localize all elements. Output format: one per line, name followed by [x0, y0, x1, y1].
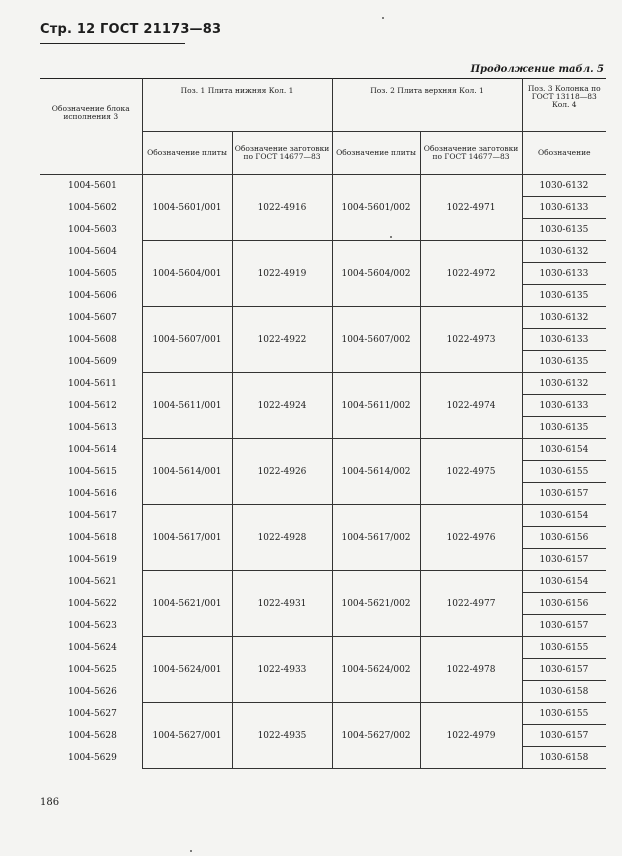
plate1-designation: 1004-5617/001 — [142, 505, 232, 571]
column-designation: 1030-6135 — [522, 417, 606, 439]
table-row — [40, 571, 606, 593]
col-header-pos3: Поз. 3 Колонка по ГОСТ 13118—83 Кол. 4 — [522, 79, 606, 132]
block-designation: 1004-5614 — [40, 439, 142, 461]
plate2-blank: 1022-4973 — [420, 307, 522, 373]
header-rule — [40, 43, 185, 44]
plate1-blank: 1022-4922 — [232, 307, 332, 373]
plate2-blank: 1022-4978 — [420, 637, 522, 703]
block-designation: 1004-5606 — [40, 285, 142, 307]
col-header-pos1: Поз. 1 Плита нижняя Кол. 1 — [142, 79, 332, 132]
plate1-designation: 1004-5627/001 — [142, 703, 232, 769]
column-designation: 1030-6158 — [522, 681, 606, 703]
column-designation: 1030-6154 — [522, 571, 606, 593]
block-designation: 1004-5618 — [40, 527, 142, 549]
scan-speck — [190, 850, 192, 852]
column-designation: 1030-6157 — [522, 659, 606, 681]
plate1-blank: 1022-4928 — [232, 505, 332, 571]
block-designation: 1004-5629 — [40, 747, 142, 769]
plate2-blank: 1022-4974 — [420, 373, 522, 439]
column-designation: 1030-6157 — [522, 725, 606, 747]
table-row — [40, 175, 606, 197]
plate2-blank: 1022-4977 — [420, 571, 522, 637]
block-designation: 1004-5602 — [40, 197, 142, 219]
block-designation: 1004-5627 — [40, 703, 142, 725]
plate2-designation: 1004-5611/002 — [332, 373, 420, 439]
plate1-blank: 1022-4926 — [232, 439, 332, 505]
block-designation: 1004-5617 — [40, 505, 142, 527]
column-designation: 1030-6156 — [522, 593, 606, 615]
block-designation: 1004-5609 — [40, 351, 142, 373]
block-designation: 1004-5612 — [40, 395, 142, 417]
block-designation: 1004-5625 — [40, 659, 142, 681]
subheader-blank-2: Обозначение заготовки по ГОСТ 14677—83 — [420, 132, 522, 175]
plate2-designation: 1004-5621/002 — [332, 571, 420, 637]
plate1-designation: 1004-5611/001 — [142, 373, 232, 439]
block-designation: 1004-5611 — [40, 373, 142, 395]
subheader-blank-1: Обозначение заготовки по ГОСТ 14677—83 — [232, 132, 332, 175]
page-header: Стр. 12 ГОСТ 21173—83 — [40, 22, 222, 37]
table-row — [40, 307, 606, 329]
plate2-designation: 1004-5614/002 — [332, 439, 420, 505]
plate1-designation: 1004-5607/001 — [142, 307, 232, 373]
table-row — [40, 703, 606, 725]
scan-speck — [382, 17, 384, 19]
column-designation: 1030-6133 — [522, 263, 606, 285]
plate1-designation: 1004-5624/001 — [142, 637, 232, 703]
table-row — [40, 505, 606, 527]
continuation-note: Продолжение табл. 5 — [470, 64, 604, 75]
spec-table — [40, 78, 606, 769]
block-designation: 1004-5624 — [40, 637, 142, 659]
block-designation: 1004-5628 — [40, 725, 142, 747]
block-designation: 1004-5626 — [40, 681, 142, 703]
plate1-blank: 1022-4933 — [232, 637, 332, 703]
column-designation: 1030-6133 — [522, 329, 606, 351]
block-designation: 1004-5605 — [40, 263, 142, 285]
table-row — [40, 241, 606, 263]
plate2-blank: 1022-4979 — [420, 703, 522, 769]
plate1-blank: 1022-4919 — [232, 241, 332, 307]
block-designation: 1004-5604 — [40, 241, 142, 263]
column-designation: 1030-6157 — [522, 549, 606, 571]
plate1-designation: 1004-5621/001 — [142, 571, 232, 637]
column-designation: 1030-6133 — [522, 197, 606, 219]
column-designation: 1030-6158 — [522, 747, 606, 769]
column-designation: 1030-6157 — [522, 615, 606, 637]
col-header-pos2: Поз. 2 Плита верхняя Кол. 1 — [332, 79, 522, 132]
column-designation: 1030-6155 — [522, 637, 606, 659]
block-designation: 1004-5623 — [40, 615, 142, 637]
plate1-blank: 1022-4935 — [232, 703, 332, 769]
column-designation: 1030-6135 — [522, 285, 606, 307]
column-designation: 1030-6135 — [522, 351, 606, 373]
plate2-designation: 1004-5607/002 — [332, 307, 420, 373]
column-designation: 1030-6132 — [522, 307, 606, 329]
column-designation: 1030-6157 — [522, 483, 606, 505]
column-designation: 1030-6132 — [522, 175, 606, 197]
plate2-designation: 1004-5617/002 — [332, 505, 420, 571]
table-row — [40, 439, 606, 461]
table-row — [40, 637, 606, 659]
column-designation: 1030-6154 — [522, 439, 606, 461]
block-designation: 1004-5613 — [40, 417, 142, 439]
block-designation: 1004-5616 — [40, 483, 142, 505]
plate2-designation: 1004-5604/002 — [332, 241, 420, 307]
table-container — [40, 78, 606, 769]
table-body — [40, 175, 606, 769]
plate1-blank: 1022-4931 — [232, 571, 332, 637]
column-designation: 1030-6135 — [522, 219, 606, 241]
block-designation: 1004-5608 — [40, 329, 142, 351]
column-designation: 1030-6154 — [522, 505, 606, 527]
subheader-plate-2: Обозначение плиты — [332, 132, 420, 175]
page-number: 186 — [40, 797, 60, 808]
subheader-designation: Обозначение — [522, 132, 606, 175]
block-designation: 1004-5619 — [40, 549, 142, 571]
plate1-blank: 1022-4924 — [232, 373, 332, 439]
column-designation: 1030-6133 — [522, 395, 606, 417]
plate1-designation: 1004-5614/001 — [142, 439, 232, 505]
block-designation: 1004-5621 — [40, 571, 142, 593]
column-designation: 1030-6156 — [522, 527, 606, 549]
plate2-designation: 1004-5624/002 — [332, 637, 420, 703]
plate1-designation: 1004-5601/001 — [142, 175, 232, 241]
plate2-designation: 1004-5601/002 — [332, 175, 420, 241]
column-designation: 1030-6132 — [522, 373, 606, 395]
column-designation: 1030-6132 — [522, 241, 606, 263]
plate1-designation: 1004-5604/001 — [142, 241, 232, 307]
block-designation: 1004-5607 — [40, 307, 142, 329]
block-designation: 1004-5622 — [40, 593, 142, 615]
column-designation: 1030-6155 — [522, 703, 606, 725]
plate2-designation: 1004-5627/002 — [332, 703, 420, 769]
block-designation: 1004-5603 — [40, 219, 142, 241]
column-designation: 1030-6155 — [522, 461, 606, 483]
subheader-plate-1: Обозначение плиты — [142, 132, 232, 175]
plate2-blank: 1022-4971 — [420, 175, 522, 241]
plate1-blank: 1022-4916 — [232, 175, 332, 241]
plate2-blank: 1022-4975 — [420, 439, 522, 505]
col-header-block: Обозначение блока исполнения 3 — [40, 79, 142, 175]
table-row — [40, 373, 606, 395]
plate2-blank: 1022-4972 — [420, 241, 522, 307]
block-designation: 1004-5601 — [40, 175, 142, 197]
block-designation: 1004-5615 — [40, 461, 142, 483]
scan-speck — [390, 236, 392, 238]
plate2-blank: 1022-4976 — [420, 505, 522, 571]
